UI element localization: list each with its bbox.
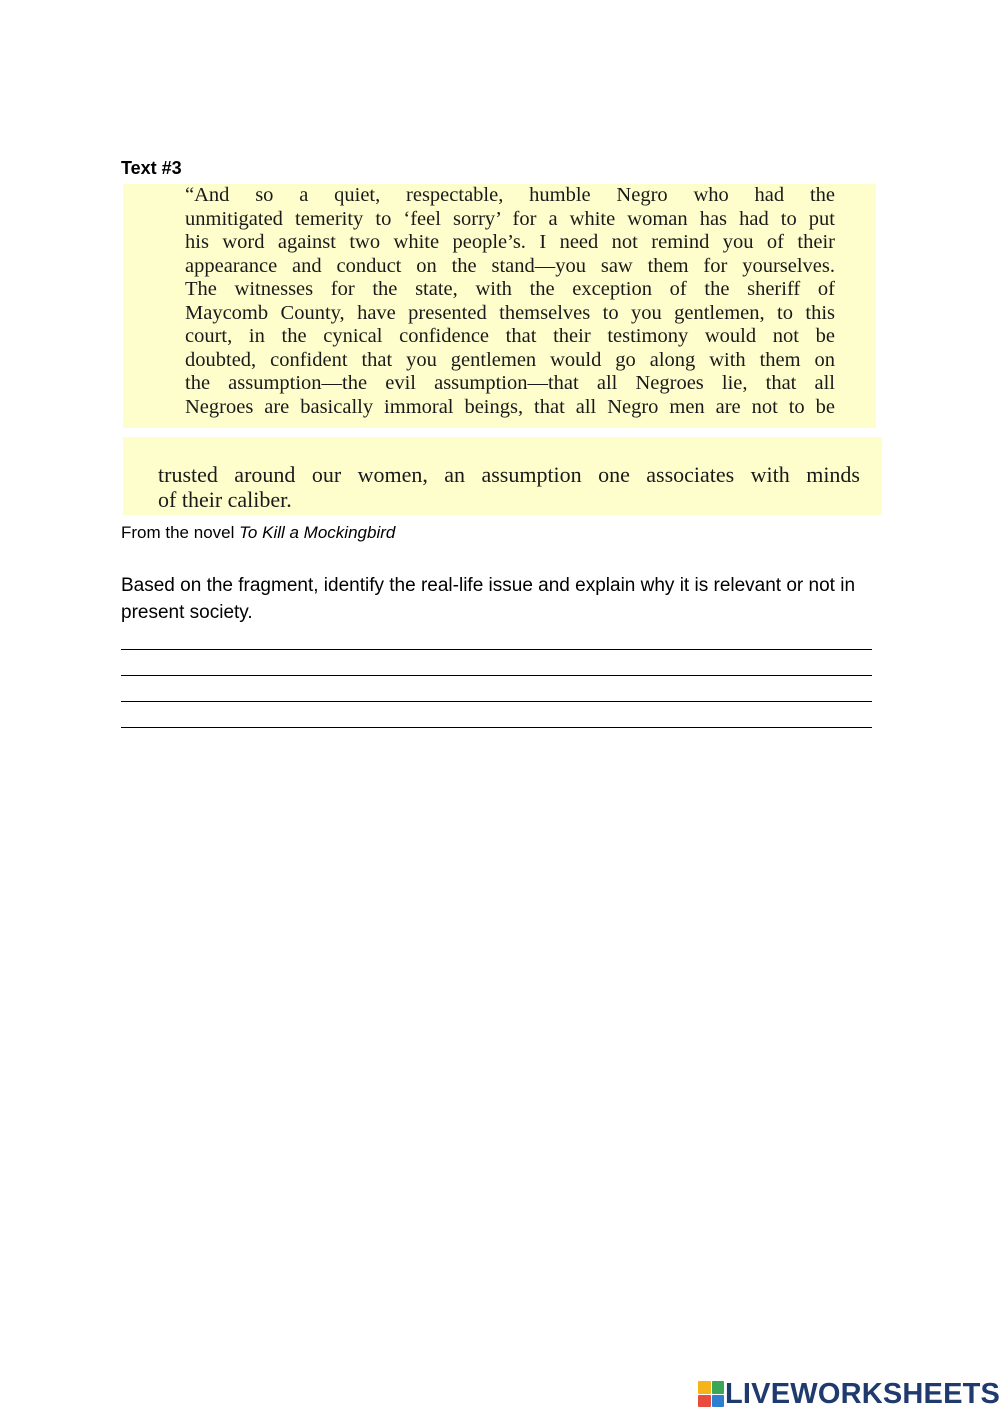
brand-name: LIVEWORKSHEETS — [725, 1377, 1000, 1410]
question-prompt: Based on the fragment, identify the real-life issue and explain why it is relevant or not in present society. — [121, 575, 856, 623]
excerpt-line: Negroes are basically immoral beings, that all Negro men are not to be — [185, 395, 835, 418]
excerpt-block-1 — [123, 184, 876, 428]
answer-line[interactable] — [121, 702, 872, 728]
brand-footer — [698, 1378, 1000, 1410]
excerpt-line: court, in the cynical confidence that their testimony would not be — [185, 325, 835, 347]
excerpt-line: the assumption—the evil assumption—that all Negroes lie, that all — [185, 372, 835, 394]
excerpt-line: appearance and conduct on the stand—you saw them for yourselves. — [185, 254, 835, 277]
logo-square — [712, 1381, 725, 1394]
liveworksheets-logo-icon — [698, 1381, 724, 1407]
excerpt-line: his word against two white people’s. I need not remind you of their — [185, 231, 835, 253]
source-citation — [121, 522, 395, 544]
answer-area[interactable] — [121, 649, 872, 728]
excerpt-line: trusted around our women, an assumption one associates with minds — [158, 462, 860, 487]
logo-square — [712, 1395, 725, 1408]
logo-square — [698, 1381, 711, 1394]
source-title: To Kill a Mockingbird — [239, 523, 396, 542]
excerpt-line: doubted, confident that you gentlemen would go along with them on — [185, 348, 835, 371]
excerpt-line: unmitigated temerity to ‘feel sorry’ for a white woman has had to put — [185, 207, 835, 230]
excerpt-text-1 — [185, 184, 835, 419]
answer-line[interactable] — [121, 676, 872, 702]
excerpt-block-2 — [123, 437, 882, 515]
excerpt-text-2 — [158, 462, 860, 512]
excerpt-line: of their caliber. — [158, 487, 292, 512]
excerpt-line: “And so a quiet, respectable, humble Negro who had the — [185, 184, 835, 206]
excerpt-line: Maycomb County, have presented themselves to you gentlemen, to this — [185, 301, 835, 324]
source-prefix: From the novel — [121, 523, 240, 542]
excerpt-line: The witnesses for the state, with the exception of the sheriff of — [185, 278, 835, 300]
answer-line[interactable] — [121, 650, 872, 676]
section-heading: Text #3 — [121, 158, 182, 178]
logo-square — [698, 1395, 711, 1408]
